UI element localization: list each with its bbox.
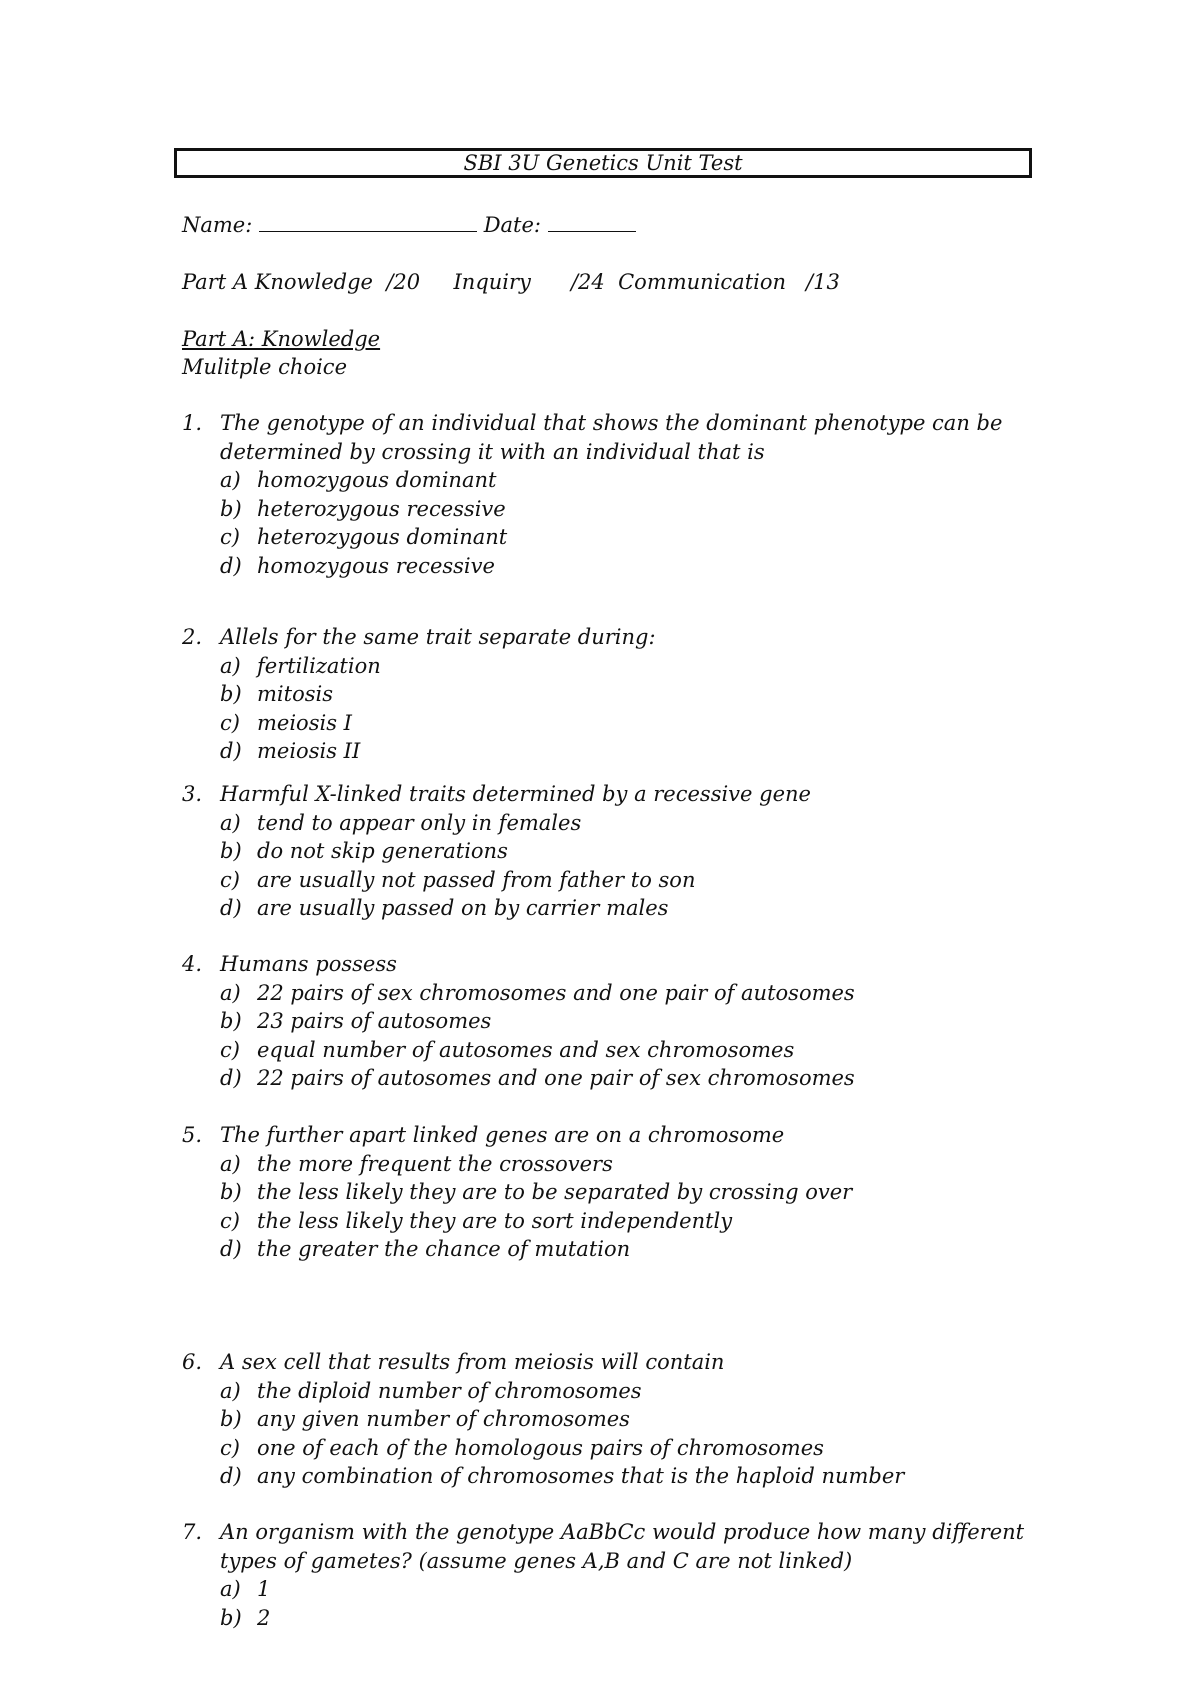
option-letter: d) [220,1464,242,1488]
answer-option[interactable] [220,1463,904,1489]
option-text: fertilization [257,653,381,678]
option-letter: a) [220,810,241,835]
option-letter: a) [220,980,241,1005]
option-text: the diploid number of chromosomes [257,1378,642,1403]
answer-option[interactable] [220,895,668,921]
section-heading [182,326,380,352]
answer-option[interactable] [220,1406,630,1432]
option-letter: b) [220,1605,242,1630]
option-text: heterozygous dominant [257,525,508,549]
option-letter: d) [220,1237,242,1261]
answer-option[interactable] [220,524,507,550]
question-number: 4. [182,952,203,976]
name-date-row [182,212,636,238]
question-text: A sex cell that results from meiosis will contain [220,1350,725,1374]
date-blank[interactable] [548,213,636,232]
option-letter: a) [220,1378,241,1403]
option-text: 1 [257,1577,271,1601]
option-text: homozygous recessive [257,553,495,578]
option-text: are usually passed on by carrier males [257,896,669,920]
option-text: one of each of the homologous pairs of chromosomes [257,1435,824,1460]
option-text: any given number of chromosomes [257,1407,630,1431]
question-text: types of gametes? (assume genes A,B and C are not linked) [220,1548,853,1573]
name-label: Name: [182,213,253,237]
option-letter: a) [220,1577,241,1601]
answer-option[interactable] [220,653,381,679]
answer-option[interactable] [220,710,352,736]
option-letter: c) [220,1435,240,1460]
option-text: 22 pairs of autosomes and one pair of sex chromosomes [257,1066,855,1090]
option-text: the less likely they are to be separated by crossing over [257,1180,853,1204]
option-text: mitosis [257,682,333,706]
option-letter: c) [220,867,240,892]
test-title-box [174,148,1032,178]
answer-option[interactable] [220,738,360,764]
option-text: homozygous dominant [257,468,497,492]
answer-option[interactable] [220,1236,630,1262]
option-text: any combination of chromosomes that is the haploid number [257,1464,905,1488]
marks-row [182,269,840,295]
answer-option[interactable] [220,681,333,707]
option-text: 23 pairs of autosomes [257,1009,492,1033]
question-text: Allels for the same trait separate during: [220,625,656,649]
option-text: meiosis I [257,710,352,735]
answer-option[interactable] [220,1065,855,1091]
answer-option[interactable] [220,1037,794,1063]
option-letter: c) [220,710,240,735]
option-letter: d) [220,553,242,578]
section-subheading [182,354,347,380]
option-letter: c) [220,525,240,549]
option-text: heterozygous recessive [257,496,506,521]
question-number: 1. [182,411,203,435]
option-text: 2 [257,1605,271,1630]
question-text: Humans possess [220,952,397,976]
option-letter: a) [220,653,241,678]
option-letter: a) [220,1151,241,1176]
question-text: The genotype of an individual that shows the dominant phenotype can be [220,411,1003,435]
question-number: 6. [182,1350,203,1374]
question-number: 3. [182,782,203,806]
section-subheading-text: Mulitple choice [182,355,347,379]
question-text: An organism with the genotype AaBbCc would produce how many different [220,1520,1025,1544]
question-number: 7. [182,1520,203,1544]
question-number: 5. [182,1123,203,1147]
question-text: Harmful X-linked traits determined by a recessive gene [220,782,811,806]
question-text: The further apart linked genes are on a chromosome [220,1123,785,1147]
option-text: the less likely they are to sort independently [257,1208,733,1233]
option-letter: b) [220,839,242,863]
option-letter: b) [220,496,242,521]
option-letter: d) [220,739,242,763]
option-letter: b) [220,1009,242,1033]
answer-option[interactable] [220,810,581,836]
option-text: meiosis II [257,739,361,763]
question-number: 2. [182,625,203,649]
option-text: the more frequent the crossovers [257,1151,613,1176]
question-text: determined by crossing it with an individual that is [220,439,765,464]
option-text: do not skip generations [257,839,508,863]
name-blank[interactable] [259,213,477,232]
answer-option[interactable] [220,838,508,864]
answer-option[interactable] [220,467,496,493]
option-letter: d) [220,896,242,920]
option-letter: d) [220,1066,242,1090]
answer-option[interactable] [220,1378,642,1404]
option-letter: c) [220,1208,240,1233]
answer-option[interactable] [220,1435,824,1461]
answer-option[interactable] [220,867,695,893]
option-letter: a) [220,468,241,492]
option-text: equal number of autosomes and sex chromosomes [257,1037,795,1062]
option-letter: b) [220,1180,242,1204]
option-letter: b) [220,1407,242,1431]
answer-option[interactable] [220,1576,270,1602]
option-text: 22 pairs of sex chromosomes and one pair of autosomes [257,980,855,1005]
option-text: tend to appear only in females [257,810,582,835]
test-title: SBI 3U Genetics Unit Test [463,151,743,175]
answer-option[interactable] [220,1151,613,1177]
option-letter: c) [220,1037,240,1062]
answer-option[interactable] [220,553,495,579]
answer-option[interactable] [220,496,506,522]
option-text: are usually not passed from father to son [257,867,696,892]
date-label: Date: [483,213,541,237]
answer-option[interactable] [220,1008,491,1034]
answer-option[interactable] [220,980,855,1006]
option-text: the greater the chance of mutation [257,1237,631,1261]
answer-option[interactable] [220,1179,852,1205]
answer-option[interactable] [220,1605,270,1631]
marks-text: Part A Knowledge /20 Inquiry /24 Communication /13 [182,270,840,294]
answer-option[interactable] [220,1208,732,1234]
section-heading-text: Part A: Knowledge [182,327,381,351]
option-letter: b) [220,682,242,706]
